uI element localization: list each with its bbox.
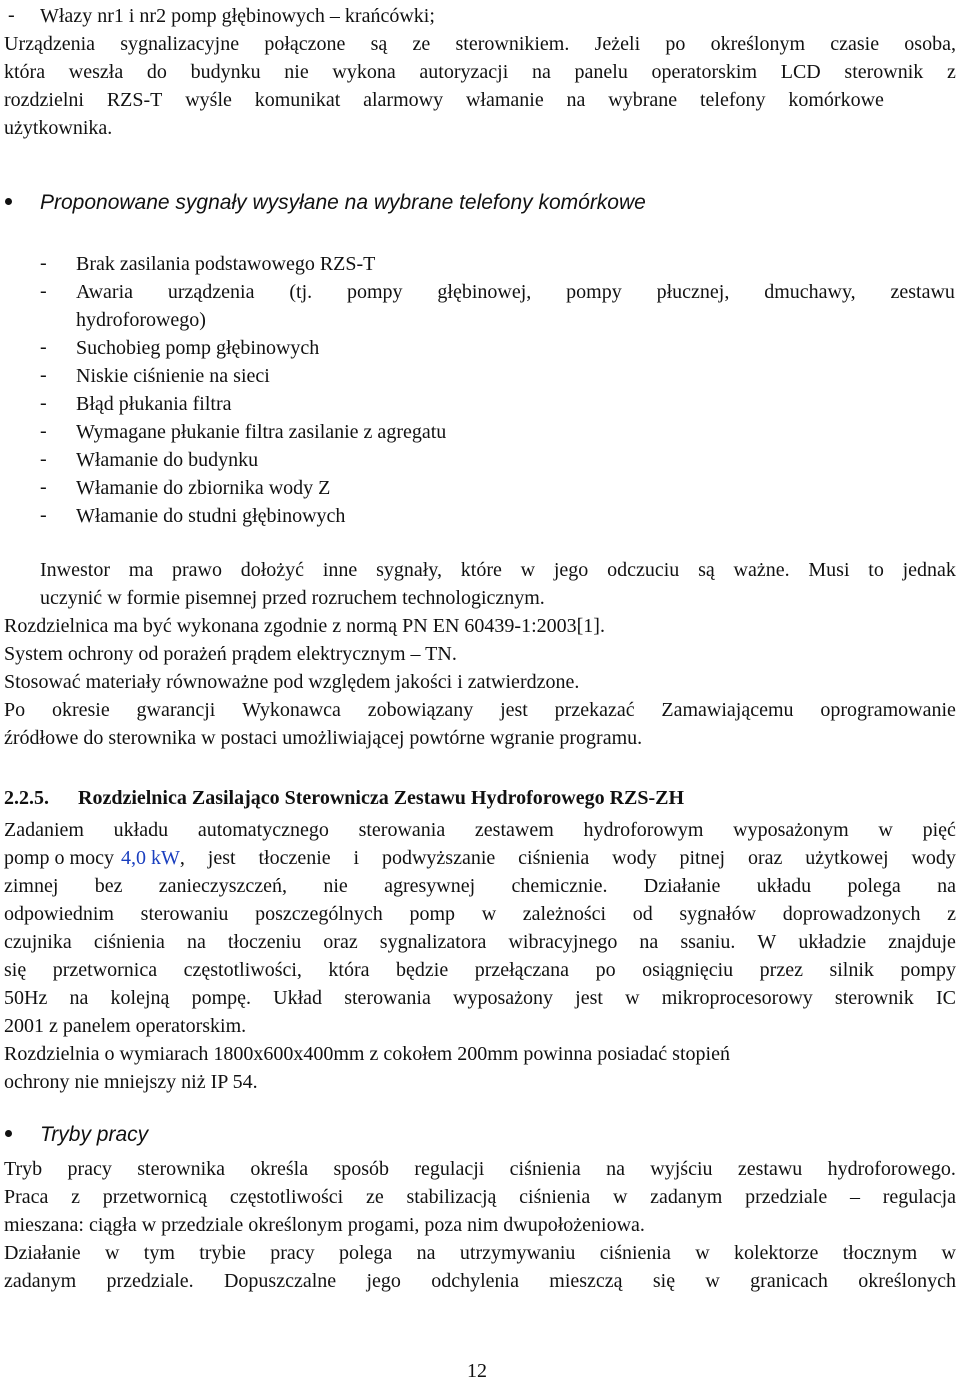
list-dash: - — [40, 364, 47, 386]
paragraph-line — [4, 818, 956, 842]
word: sterownikiem. — [455, 33, 570, 55]
word: i — [353, 847, 360, 869]
word: urządzenia — [167, 281, 255, 303]
word: RZS-T — [106, 89, 163, 111]
word: bez — [94, 875, 123, 897]
word: agresywnej — [384, 875, 476, 897]
word: zestawu — [890, 281, 955, 303]
word: w — [104, 1242, 120, 1264]
word: komórkowe — [788, 89, 884, 111]
word: pompę. — [191, 987, 251, 1009]
word: wyjściu — [650, 1158, 713, 1180]
word: doprowadzonych — [782, 903, 921, 925]
word: nie — [323, 875, 348, 897]
word: przekazać — [554, 699, 635, 721]
word: – — [849, 1186, 860, 1208]
word: pompy — [347, 281, 403, 303]
word: jest — [575, 987, 603, 1009]
word: pompy — [566, 281, 622, 303]
list-dash: - — [40, 280, 47, 302]
paragraph-line — [4, 32, 956, 56]
paragraph-line — [4, 930, 956, 954]
word: Zamawiającemu — [661, 699, 794, 721]
word: rozdzielni — [4, 89, 84, 111]
word: panelu — [574, 61, 628, 83]
word: oprogramowanie — [820, 699, 956, 721]
word: dmuchawy, — [764, 281, 856, 303]
word: Dopuszczalne — [223, 1270, 337, 1292]
word: przez — [759, 959, 803, 981]
word: do — [146, 61, 167, 83]
word: regulacji — [414, 1158, 485, 1180]
word: ważne. — [733, 559, 790, 581]
word: płucznej, — [656, 281, 730, 303]
list-dash: - — [40, 336, 47, 358]
word: regulacja — [882, 1186, 956, 1208]
word: jest — [207, 847, 236, 869]
word: zanieczyszczeń, — [158, 875, 288, 897]
word: ciśnienia — [518, 847, 590, 869]
word: sterownik — [834, 987, 914, 1009]
word: wody — [911, 847, 956, 869]
list-item: Włamanie do zbiornika wody Z — [76, 477, 331, 499]
word: wody — [612, 847, 657, 869]
word: budynku — [190, 61, 261, 83]
word: trybie — [199, 1242, 246, 1264]
word: zależności — [522, 903, 607, 925]
word: oraz — [747, 847, 783, 869]
word: na — [606, 1158, 625, 1180]
word: czujnika — [4, 931, 72, 953]
word: po — [595, 959, 616, 981]
word: 50Hz — [4, 987, 48, 1009]
word: weszła — [68, 61, 124, 83]
list-item: Włazy nr1 i nr2 pomp głębinowych – krańcówki; — [40, 5, 435, 27]
word: w — [941, 1242, 956, 1264]
word: okresie — [51, 699, 110, 721]
section-heading: Proponowane sygnały wysyłane na wybrane telefony komórkowe — [40, 191, 646, 214]
word: ciśnienia — [519, 1186, 591, 1208]
word: polega — [847, 875, 901, 897]
paragraph-line — [4, 958, 956, 982]
word: jego — [366, 1270, 401, 1292]
paragraph-line — [4, 874, 956, 898]
word: zobowiązany — [367, 699, 474, 721]
word: odchylenia — [431, 1270, 519, 1292]
word: sygnalizacyjne — [120, 33, 240, 55]
list-dash: - — [40, 392, 47, 414]
list-dash: - — [8, 4, 15, 26]
paragraph-line: System ochrony od porażeń prądem elektrycznym – TN. — [4, 643, 457, 665]
word: Tryb — [4, 1158, 43, 1180]
word: pomp — [409, 903, 456, 925]
list-item: Brak zasilania podstawowego RZS-T — [76, 253, 376, 275]
word: sterowania — [344, 987, 431, 1009]
paragraph-line: uczynić w formie pisemnej przed rozruchem technologicznym. — [40, 587, 545, 609]
list-item: Błąd płukania filtra — [76, 393, 232, 415]
word: wykona — [332, 61, 396, 83]
word: włamanie — [465, 89, 544, 111]
section-number: 2.2.5. — [4, 787, 49, 809]
word: pompy — [900, 959, 956, 981]
paragraph-line — [4, 846, 956, 870]
word: częstotliwości — [229, 1186, 344, 1208]
word: Musi — [808, 559, 850, 581]
word: oraz — [323, 931, 358, 953]
paragraph-line: ochrony nie mniejszy niż IP 54. — [4, 1071, 258, 1093]
paragraph-line — [4, 1241, 956, 1265]
word: jest — [500, 699, 528, 721]
word: przełączana — [474, 959, 570, 981]
word: sterowaniu — [140, 903, 229, 925]
word: ma — [128, 559, 154, 581]
word: częstotliwości, — [183, 959, 302, 981]
word: tłoczenie — [258, 847, 331, 869]
word: Inwestor — [40, 559, 110, 581]
paragraph-line: Rozdzielnica ma być wykonana zgodnie z normą PN EN 60439-1:2003[1]. — [4, 615, 605, 637]
word: Praca — [4, 1186, 49, 1208]
word: tym — [143, 1242, 175, 1264]
word: od — [632, 903, 653, 925]
word: silnik — [829, 959, 874, 981]
page-number: 12 — [467, 1360, 487, 1382]
word: sterownik — [844, 61, 924, 83]
word: na — [937, 875, 956, 897]
word: układu — [756, 875, 812, 897]
list-item: Włamanie do budynku — [76, 449, 259, 471]
bullet-icon — [5, 198, 12, 205]
word: telefony — [699, 89, 766, 111]
paragraph-line: mieszana: ciągła w przedziale określonym progami, poza nim dwupołożeniowa. — [4, 1214, 645, 1236]
word: w — [520, 559, 536, 581]
word: sposób — [333, 1158, 390, 1180]
word: układu — [113, 819, 169, 841]
list-dash: - — [40, 252, 47, 274]
paragraph-line: 2001 z panelem operatorskim. — [4, 1015, 247, 1037]
paragraph-line: użytkownika. — [4, 117, 113, 139]
word: na — [566, 89, 586, 111]
word: stabilizacją — [406, 1186, 497, 1208]
word: (tj. — [289, 281, 313, 303]
section-title: Rozdzielnica Zasilająco Sterownicza Zestawu Hydroforowego RZS-ZH — [78, 787, 685, 809]
word: po — [665, 33, 686, 55]
word: polega — [339, 1242, 393, 1264]
list-dash: - — [40, 504, 47, 526]
word: Po — [4, 699, 26, 721]
word: osiągnięciu — [642, 959, 734, 981]
word: wibracyjnego — [508, 931, 618, 953]
word: które — [460, 559, 502, 581]
word: która — [4, 61, 46, 83]
word: Układ — [273, 987, 323, 1009]
word: zestawu — [737, 1158, 803, 1180]
paragraph-line — [4, 698, 956, 722]
word: hydroforowym — [583, 819, 704, 841]
paragraph-line — [4, 88, 884, 112]
word: się — [4, 959, 27, 981]
word: wyposażony — [453, 987, 553, 1009]
word: ciśnienia — [509, 1158, 581, 1180]
word: pięć — [922, 819, 956, 841]
word: odpowiednim — [4, 903, 114, 925]
word: operatorskim — [651, 61, 758, 83]
word: automatycznego — [197, 819, 329, 841]
word: odczuciu — [607, 559, 680, 581]
word: przedziale — [745, 1186, 828, 1208]
word: W — [757, 931, 777, 953]
word: przedziale. — [106, 1270, 194, 1292]
word: ze — [365, 1186, 384, 1208]
word: w — [705, 1270, 720, 1292]
word: określa — [250, 1158, 309, 1180]
word: na — [639, 931, 659, 953]
word: , — [179, 847, 185, 869]
word: hydroforowego. — [827, 1158, 956, 1180]
word: mikroprocesorowy — [661, 987, 813, 1009]
word: jednak — [902, 559, 956, 581]
list-dash: - — [40, 476, 47, 498]
word: zadanym — [4, 1270, 77, 1292]
word: Działanie — [4, 1242, 81, 1264]
word: to — [868, 559, 884, 581]
list-dash: - — [40, 448, 47, 470]
word: tłoczeniu — [227, 931, 302, 953]
word: komunikat — [254, 89, 341, 111]
word: kolejną — [110, 987, 170, 1009]
word: przetwornicą — [102, 1186, 208, 1208]
word: alarmowy — [363, 89, 444, 111]
paragraph-line — [4, 1269, 956, 1293]
word: określonym — [710, 33, 805, 55]
word: gwarancji — [136, 699, 216, 721]
word: Zadaniem — [4, 819, 84, 841]
word: układzie — [798, 931, 867, 953]
paragraph-line — [4, 986, 956, 1010]
word: tłocznym — [842, 1242, 918, 1264]
word: zadanym — [650, 1186, 723, 1208]
word: określonych — [858, 1270, 956, 1292]
word: pitnej — [679, 847, 726, 869]
word: czasie — [830, 33, 880, 55]
list-item: Suchobieg pomp głębinowych — [76, 337, 320, 359]
word: sygnalizatora — [379, 931, 487, 953]
word: się — [652, 1270, 676, 1292]
list-item — [76, 280, 955, 304]
paragraph-line — [4, 1157, 956, 1181]
word: w — [481, 903, 497, 925]
word: prawo — [171, 559, 222, 581]
paragraph-line: Rozdzielnia o wymiarach 1800x600x400mm z cokołem 200mm powinna posiadać stopień — [4, 1043, 730, 1065]
list-dash: - — [40, 420, 47, 442]
word: ssaniu. — [680, 931, 736, 953]
word: sterownika — [137, 1158, 226, 1180]
word: przetwornica — [52, 959, 158, 981]
word: sygnałów — [679, 903, 757, 925]
word: użytkowej — [805, 847, 889, 869]
word: jego — [553, 559, 589, 581]
word: sygnały, — [376, 559, 442, 581]
paragraph-line — [4, 1185, 956, 1209]
word: są — [698, 559, 715, 581]
word: utrzymywaniu — [459, 1242, 576, 1264]
word: głębinowej, — [437, 281, 532, 303]
word: autoryzacji — [419, 61, 509, 83]
word: sterowania — [358, 819, 446, 841]
word: wybrane — [608, 89, 678, 111]
word: ze — [412, 33, 431, 55]
word: z — [71, 1186, 81, 1208]
word: LCD — [780, 61, 821, 83]
word: są — [370, 33, 388, 55]
paragraph-line — [4, 902, 956, 926]
word: zestawem — [474, 819, 554, 841]
word: Wykonawca — [242, 699, 341, 721]
word: chemicznie. — [511, 875, 608, 897]
text-run: pomp o mocy — [4, 847, 114, 869]
list-item-continuation: hydroforowego) — [76, 309, 206, 331]
word: nie — [284, 61, 309, 83]
word: będzie — [396, 959, 449, 981]
word: wyposażonym — [733, 819, 849, 841]
word: pracy — [67, 1158, 112, 1180]
section-heading: Tryby pracy — [40, 1123, 149, 1146]
word: Działanie — [643, 875, 721, 897]
power-value: 4,0 kW — [121, 847, 180, 869]
word: Awaria — [76, 281, 134, 303]
word: granicach — [750, 1270, 828, 1292]
paragraph-line: źródłowe do sterownika w postaci umożliwiającej powtórne wgranie programu. — [4, 727, 643, 749]
paragraph-line: Stosować materiały równoważne pod względem jakości i zatwierdzone. — [4, 671, 580, 693]
word: w — [878, 819, 893, 841]
word: zimnej — [4, 875, 59, 897]
word: znajduje — [888, 931, 956, 953]
word: na — [69, 987, 89, 1009]
paragraph-line — [40, 558, 956, 582]
list-item: Niskie ciśnienie na sieci — [76, 365, 270, 387]
word: w — [612, 1186, 628, 1208]
word: mieszczą — [549, 1270, 623, 1292]
word: dołożyć — [240, 559, 305, 581]
word: osoba, — [904, 33, 956, 55]
word: z — [947, 903, 956, 925]
word: ciśnienia — [599, 1242, 671, 1264]
word: w — [625, 987, 640, 1009]
word: na — [186, 931, 206, 953]
word: w — [695, 1242, 710, 1264]
word: na — [416, 1242, 436, 1264]
word: na — [531, 61, 551, 83]
word: podwyższanie — [381, 847, 496, 869]
text-run — [180, 846, 956, 870]
word: z — [947, 61, 956, 83]
list-item: Włamanie do studni głębinowych — [76, 505, 346, 527]
word: połączone — [264, 33, 346, 55]
word: poszczególnych — [255, 903, 383, 925]
bullet-icon — [5, 1130, 12, 1137]
word: ciśnienia — [93, 931, 165, 953]
word: Urządzenia — [4, 33, 96, 55]
word: która — [328, 959, 370, 981]
word: pracy — [270, 1242, 315, 1264]
word: Jeżeli — [594, 33, 641, 55]
paragraph-line — [4, 60, 956, 84]
list-item: Wymagane płukanie filtra zasilanie z agregatu — [76, 421, 447, 443]
word: kolektorze — [734, 1242, 819, 1264]
word: IC — [935, 987, 956, 1009]
word: inne — [322, 559, 358, 581]
word: wyśle — [185, 89, 232, 111]
